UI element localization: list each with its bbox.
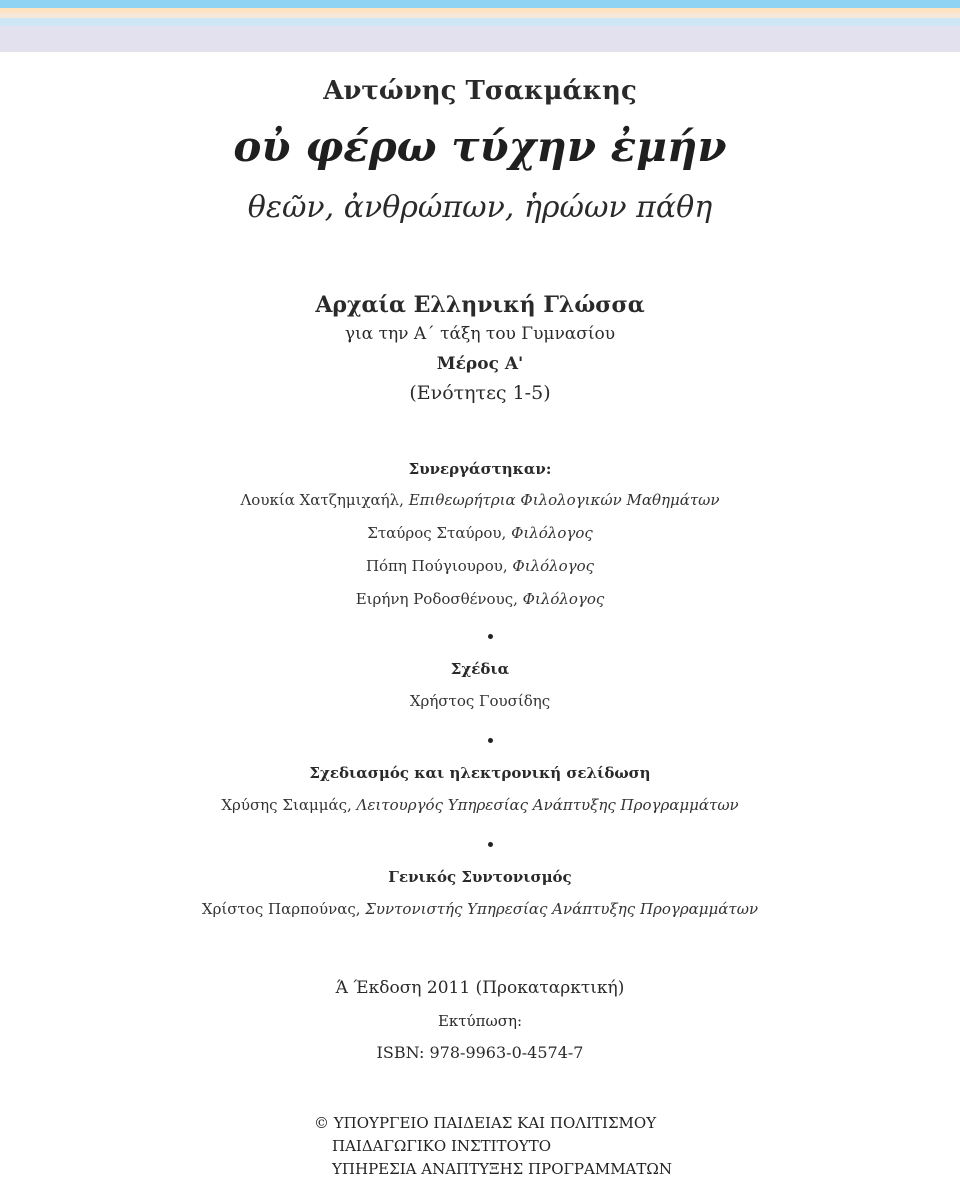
layout-design-heading: Σχεδιασμός και ηλεκτρονική σελίδωση — [309, 764, 651, 782]
copyright-block — [314, 1112, 672, 1181]
drawings-name: Χρήστος Γουσίδης — [409, 692, 551, 710]
layout-design-credit — [0, 796, 960, 814]
coordination-name: Χρίστος Παρπούνας, — [201, 900, 361, 918]
stripe-light-blue — [0, 18, 960, 26]
copyright-ministry: © ΥΠΟΥΡΓΕΙΟ ΠΑΙΔΕΙΑΣ ΚΑΙ ΠΟΛΙΤΙΣΜΟΥ — [314, 1114, 657, 1132]
collaborator-name: Πόπη Πούγιουρου, — [365, 557, 508, 575]
separator-dot — [488, 738, 493, 743]
collaborator-role: Φιλόλογος — [512, 557, 595, 575]
collaborator-4 — [0, 590, 960, 608]
collaborators-heading: Συνεργάστηκαν: — [408, 460, 552, 478]
layout-design-role: Λειτουργός Υπηρεσίας Ανάπτυξης Προγραμμάτων — [356, 796, 739, 814]
subject-title: Αρχαία Ελληνική Γλώσσα — [315, 292, 645, 318]
collaborator-name: Ειρήνη Ροδοσθένους, — [355, 590, 518, 608]
separator-dot — [488, 842, 493, 847]
header-stripes — [0, 0, 960, 52]
layout-design-name: Χρύσης Σιαμμάς, — [221, 796, 352, 814]
collaborator-1 — [0, 491, 960, 509]
copyright-service: ΥΠΗΡΕΣΙΑ ΑΝΑΠΤΥΞΗΣ ΠΡΟΓΡΑΜΜΑΤΩΝ — [332, 1160, 672, 1178]
collaborator-name: Λουκία Χατζημιχαήλ, — [240, 491, 404, 509]
collaborator-role: Φιλόλογος — [511, 524, 593, 542]
collaborator-role: Φιλόλογος — [522, 590, 605, 608]
units-line: (Ενότητες 1-5) — [409, 382, 551, 404]
part-line: Μέρος Α' — [436, 354, 524, 374]
collaborator-role: Επιθεωρήτρια Φιλολογικών Μαθημάτων — [408, 491, 720, 509]
isbn-line: ISBN: 978-9963-0-4574-7 — [376, 1043, 584, 1062]
book-title: οὐ φέρω τύχην ἐμήν — [233, 122, 727, 171]
author-name: Αντώνης Τσακμάκης — [323, 76, 637, 106]
coordination-heading: Γενικός Συντονισμός — [388, 868, 572, 886]
stripe-top — [0, 0, 960, 8]
coordination-role: Συντονιστής Υπηρεσίας Ανάπτυξης Προγραμμάτων — [365, 900, 759, 918]
book-subtitle: θεῶν, ἀνθρώπων, ἡρώων πάθη — [247, 190, 713, 225]
printing-line: Εκτύπωση: — [437, 1012, 523, 1030]
grade-line: για την Α΄ τάξη του Γυμνασίου — [344, 324, 616, 344]
coordination-credit — [0, 900, 960, 918]
stripe-band — [0, 26, 960, 52]
separator-dot — [488, 634, 493, 639]
collaborator-name: Σταύρος Σταύρου, — [367, 524, 507, 542]
edition-line: Ά Έκδοση 2011 (Προκαταρκτική) — [335, 978, 625, 998]
collaborator-3 — [0, 557, 960, 575]
copyright-institute: ΠΑΙΔΑΓΩΓΙΚΟ ΙΝΣΤΙΤΟΥΤΟ — [332, 1137, 552, 1155]
drawings-heading: Σχέδια — [450, 660, 510, 678]
collaborator-2 — [0, 524, 960, 542]
